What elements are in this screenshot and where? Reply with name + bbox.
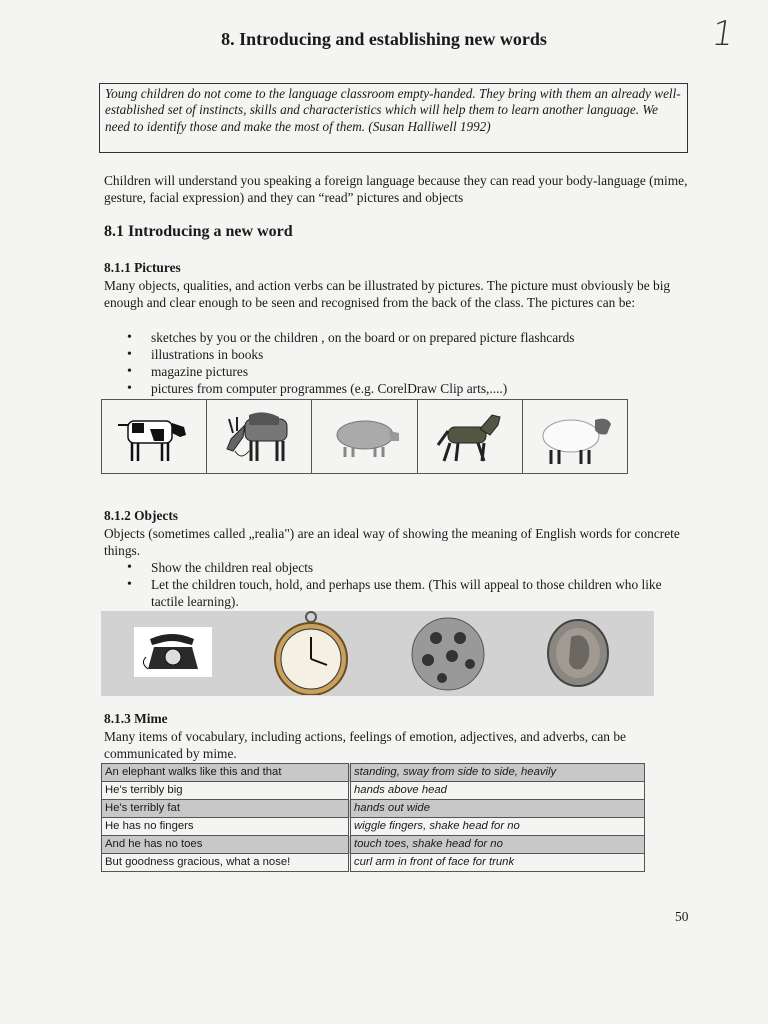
intro-paragraph: Children will understand you speaking a foreign language because they can read your body-language (mime, gesture, facial expression) and they can “read” pictures and objects [104,173,688,205]
donkey-icon [207,400,312,473]
list-item: • Let the children touch, hold, and perhaps use them. (This will appeal to those children who like tactile learning). [104,576,689,610]
handwritten-page-mark: 1 [709,14,737,54]
objects-paragraph: Objects (sometimes called „realia") are an ideal way of showing the meaning of English words for concrete things. [104,526,680,558]
table-row: He has no fingers wiggle fingers, shake head for no [102,818,645,836]
pictures-bullet-list [104,329,575,397]
table-row: He's terribly big hands above head [102,782,645,800]
mime-heading: 8.1.3 Mime [104,711,168,726]
list-item: • sketches by you or the children , on the board or on prepared picture flashcards [104,329,575,346]
list-item: • magazine pictures [104,363,575,380]
table-row: He's terribly fat hands out wide [102,800,645,818]
cow-icon [102,400,207,473]
horse-icon [418,400,523,473]
sheep-icon [523,400,627,473]
mime-paragraph: Many items of vocabulary, including actions, feelings of emotion, adjectives, and adverbs, can be communicated by mime. [104,729,626,761]
mime-table [101,763,645,872]
list-item: • illustrations in books [104,346,575,363]
section-heading-introducing-word: 8.1 Introducing a new word [104,223,293,240]
animal-pictures-strip [101,399,628,474]
quote-box: Young children do not come to the language classroom empty-handed. They bring with them an already well-established set of instincts, skills and characteristics which will help them to learn another language. We need to identify those and make the most of them. (Susan Halliwell 1992) [99,83,688,153]
list-item: • pictures from computer programmes (e.g. CorelDraw Clip arts,....) [104,380,575,397]
pig-icon [312,400,417,473]
objects-bullet-list [104,559,689,610]
ball-icon [408,616,488,697]
objects-pictures-strip [101,611,654,696]
pictures-heading: 8.1.1 Pictures [104,260,181,275]
pocket-watch-icon [271,611,351,700]
list-item: • Show the children real objects [104,559,689,576]
table-row: An elephant walks like this and that standing, sway from side to side, heavily [102,764,645,782]
pictures-paragraph: Many objects, qualities, and action verbs can be illustrated by pictures. The picture must obviously be big enough and clear enough to be seen and recognised from the back of the class. The pictures can be: [104,278,671,310]
table-row: But goodness gracious, what a nose! curl arm in front of face for trunk [102,854,645,872]
telephone-icon [134,627,212,682]
table-row: And he has no toes touch toes, shake head for no [102,836,645,854]
coin-icon [545,617,611,694]
page-number: 50 [675,909,689,924]
objects-heading: 8.1.2 Objects [104,508,179,523]
page-title: 8. Introducing and establishing new words [221,29,547,49]
